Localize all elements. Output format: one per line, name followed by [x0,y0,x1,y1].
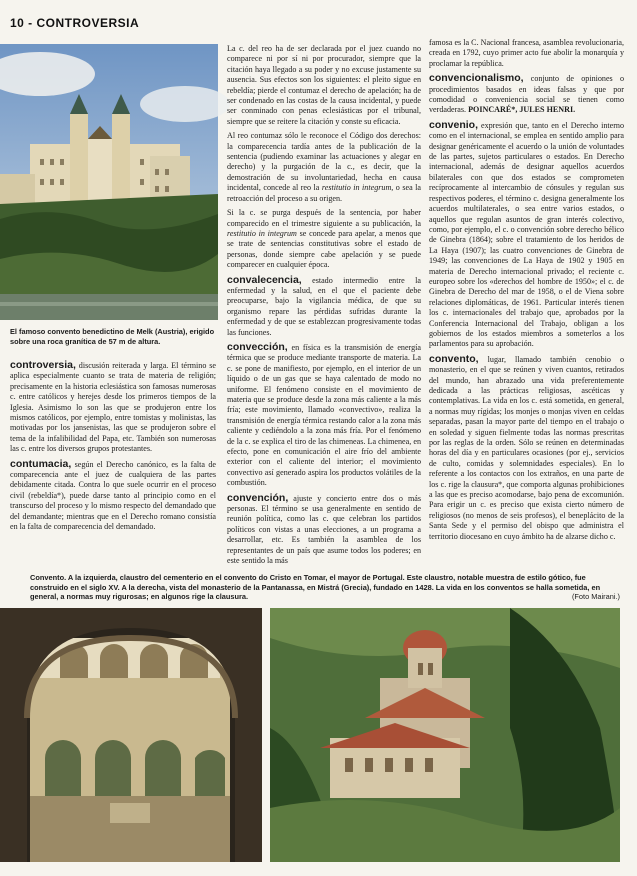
entry-convenio: convenio, expresión que, tanto en el Derecho interno como en el internacional, se emplea en sentido amplio para designar genéricamente el acuerdo o la unión de voluntades de las partes, sujetos particulares o estados. En Derecho internacional, además de designar aquellos acuerdos bilaterales con que dos estados se comprometen recíprocamente al intercambio de cónsules y regulan sus respectivos poderes, el término c. designa generalmente los acuerdos multilaterales, o sea entre varios estados, o aquellos que regulan asuntos de gran interés colectivo, como, por ejemplo, el c. o convención sobre derecho bélico de Ginebra (1864); sobre el tratamiento de los heridos de La Haya (1907); las cuatro convenciones de Ginebra de 1949; las convenciones de La Haya de 1902 y 1905 en materia de Derecho internacional privado; el reciente c. europeo sobre los «derechos del hombre de 1950»; el c. de Ginebra de Derecho del mar de 1958, o el de Viena sobre relaciones diplomáticas, de 1961. Particular interés tienen los c. internacionales del trabajo que, aprobados por la Conferencia Internacional del Trabajo, obligan a los gobiernos de los estados miembros a someterlos a los parlamentos para su aprobación. [429,118,624,349]
entry-convencionalismo: convencionalismo, conjunto de opiniones o procedimientos basados en ideas falsas y que por comodidad o conveniencia social se tienen como verdaderas. POINCARÉ*, JULES HENRI. [429,72,624,115]
entry-convalecencia: convalecencia, estado intermedio entre la enfermedad y la salud, en el que el paciente debe preocuparse, bajo la vigilancia médica, de que su organismo repare las pérdidas sufridas durante la enfermedad y de que se establezcan progresivamente todas las funciones. [227,273,421,337]
headword-convencion: convención, [227,491,289,504]
headword-conveccion: convección, [227,340,288,353]
photo-credit: (Foto Mairani.) [571,592,620,602]
headword-convenio: convenio, [429,118,479,131]
entry-contumacia: contumacia, según el Derecho canónico, es la falta de comparecencia ante el juez de cualquiera de las partes debidamente citada. Contra lo que suele ocurrir en el proceso civil (rebeldía*), puede darse tanto al principio como en el transcurso del proceso y lo mismo respecto del demandado que del demandante; mientras que en el Derecho romano consistía en la falta de comparecencia del demandado. [10,457,216,532]
contumacia-continuation-3: Si la c. se purga después de la sentencia, por haber comparecido en el trimestre siguiente a su publicación, la restitutio in integrum se concede para apelar, a menos que se trate de sentencias constitutivas sobre el estado de personas, donde siempre cabe apelación y se puede comparecer en cualquier época. [227,208,421,270]
cross-reference: POINCARÉ*, JULES HENRI. [466,105,576,115]
entry-controversia: controversia, discusión reiterada y larga. El término se aplica especialmente cuanto se trata de materia de religión; precisamente en la historia eclesiástica son famosas numerosas c. entre católicos y herejes desde los primeros tiempos de la Iglesia. Asimismo lo son las que se produjeron entre los mismos católicos, por ejemplo, entre tomistas y molinistas, las motivadas por los jansenistas, las que se produjeron sobre el tema de la infalibilidad del Papa, etc. También son numerosas las c. entre los diversos grupos protestantes. [10,359,216,454]
convent-photos-caption: Convento. A la izquierda, claustro del cementerio en el convento do Cristo en Tomar, el mayor de Portugal. Este claustro, notable muestra de estilo gótico, fue construido en el siglo XV. A la derecha, vista del monasterio de la Pantanassa, en Mistrá (Grecia), fundado en 1428. La vida en los conventos se halla sometida, en general, a normas muy rigurosas; en algunos rige la clausura. (Foto Mairani.) [30,573,620,602]
entry-convencion: convención, ajuste y concierto entre dos o más personas. El término se usa generalmente en sentido de reunión política, como las c. que celebran los partidos políticos con vistas a unas elecciones, a un programa a desarrollar, etc. Es también la asamblea de los representantes de un país que asume todos los poderes; en este sentido la más [227,491,421,566]
contumacia-continuation-2: Al reo contumaz sólo le reconoce el Código dos derechos: la comparecencia tardía antes de la publicación de la sentencia (pudiendo examinar las actuaciones y alegar en derecho) y la purgación de la c., es decir, que la demostración de su involuntariedad, hecha en causa incidental, concede al reo la restitutio in integrum, o sea la retroacción del proceso a su origen. [227,131,421,203]
headword-contumacia: contumacia, [10,457,72,470]
middle-column [227,44,421,566]
headword-controversia: controversia, [10,359,76,371]
contumacia-continuation-1: La c. del reo ha de ser declarada por el juez cuando no comparece ni por sí ni por procurador, siempre que la citación haya llegado a su poder y no excuse justamente su ausencia. Sus efectos son los siguientes: el pleito sigue en rebeldía; pierde el contumaz el derecho de apelación; ha de ser condenado en las costas de la causa incidental, y puede ser conminado con penas eclesiásticas por el tribunal, siempre que se reitere la citación y conste su eficacia. [227,44,421,126]
melk-abbey-photo [0,44,218,320]
headword-convento: convento, [429,352,479,365]
headword-convencionalismo: convencionalismo, [429,72,524,85]
page-header: 10 - CONTROVERSIA [10,16,140,30]
cloister-photo [0,608,262,862]
melk-photo-caption: El famoso convento benedictino de Melk (Austria), erigido sobre una roca granítica de 57 m de altura. [10,327,215,346]
right-column [429,38,624,560]
entry-conveccion: convección, en física es la transmisión de energía térmica que se produce mediante transporte de materia. La c. se pone de manifiesto, por ejemplo, en el interior de un líquido o de un gas que se haya calentado de modo no uniforme. El fenómeno consiste en el movimiento de materia que se produce desde la zona más caliente a la más fría; este movimiento, llamado «convectivo», realiza la transmisión de energía térmica restando calor a la zona más caliente y cediéndolo a la zona más fría. Por el fenómeno de la c. se explica el tiro de las chimeneas. La chimenea, en efecto, pone en comunicación el aire frío del ambiente exterior con el caliente del interior; el movimiento convectivo así generado aspira los productos volátiles de la combustión. [227,340,421,488]
convencion-continuation: famosa es la C. Nacional francesa, asamblea revolucionaria, creada en 1792, cuyo primer acto fue abolir la monarquía y proclamar la república. [429,38,624,68]
entry-convento: convento, lugar, llamado también cenobio o monasterio, en el que se reúnen y viven cuantos, retirados del mundo, han abrazado una vida preferentemente dedicada a las prácticas religiosas, ascéticas y contemplativas. La vida en los c. está sometida, en general, a normas muy rígidas; los monjes o monjas viven en celdas separadas, pasan la mayor parte del tiempo en el trabajo o en soledad y siguen fielmente todas las normas prescritas por las reglas de la orden. Sólo se reúnen en determinadas horas del día y en particulares ocasiones (por ej., servicios de culto, comidas y solemnidades especiales). En lo referente a los contactos con los extraños, en una parte de los c. rige la clausura*, que comporta algunas prohibiciones a las que es preciso acomodarse, bajo pena de excomunión. Para erigir un c. es preciso que exista cierto número de religiosos (no menos de seis profesos), el beneplácito de la Santa Sede y el permiso del obispo que administra el territorio diocesano en cuyo ámbito ha de alzarse dicho c. [429,352,624,541]
headword-convalecencia: convalecencia, [227,273,302,286]
left-column [10,360,216,565]
pantanassa-photo [270,608,620,862]
